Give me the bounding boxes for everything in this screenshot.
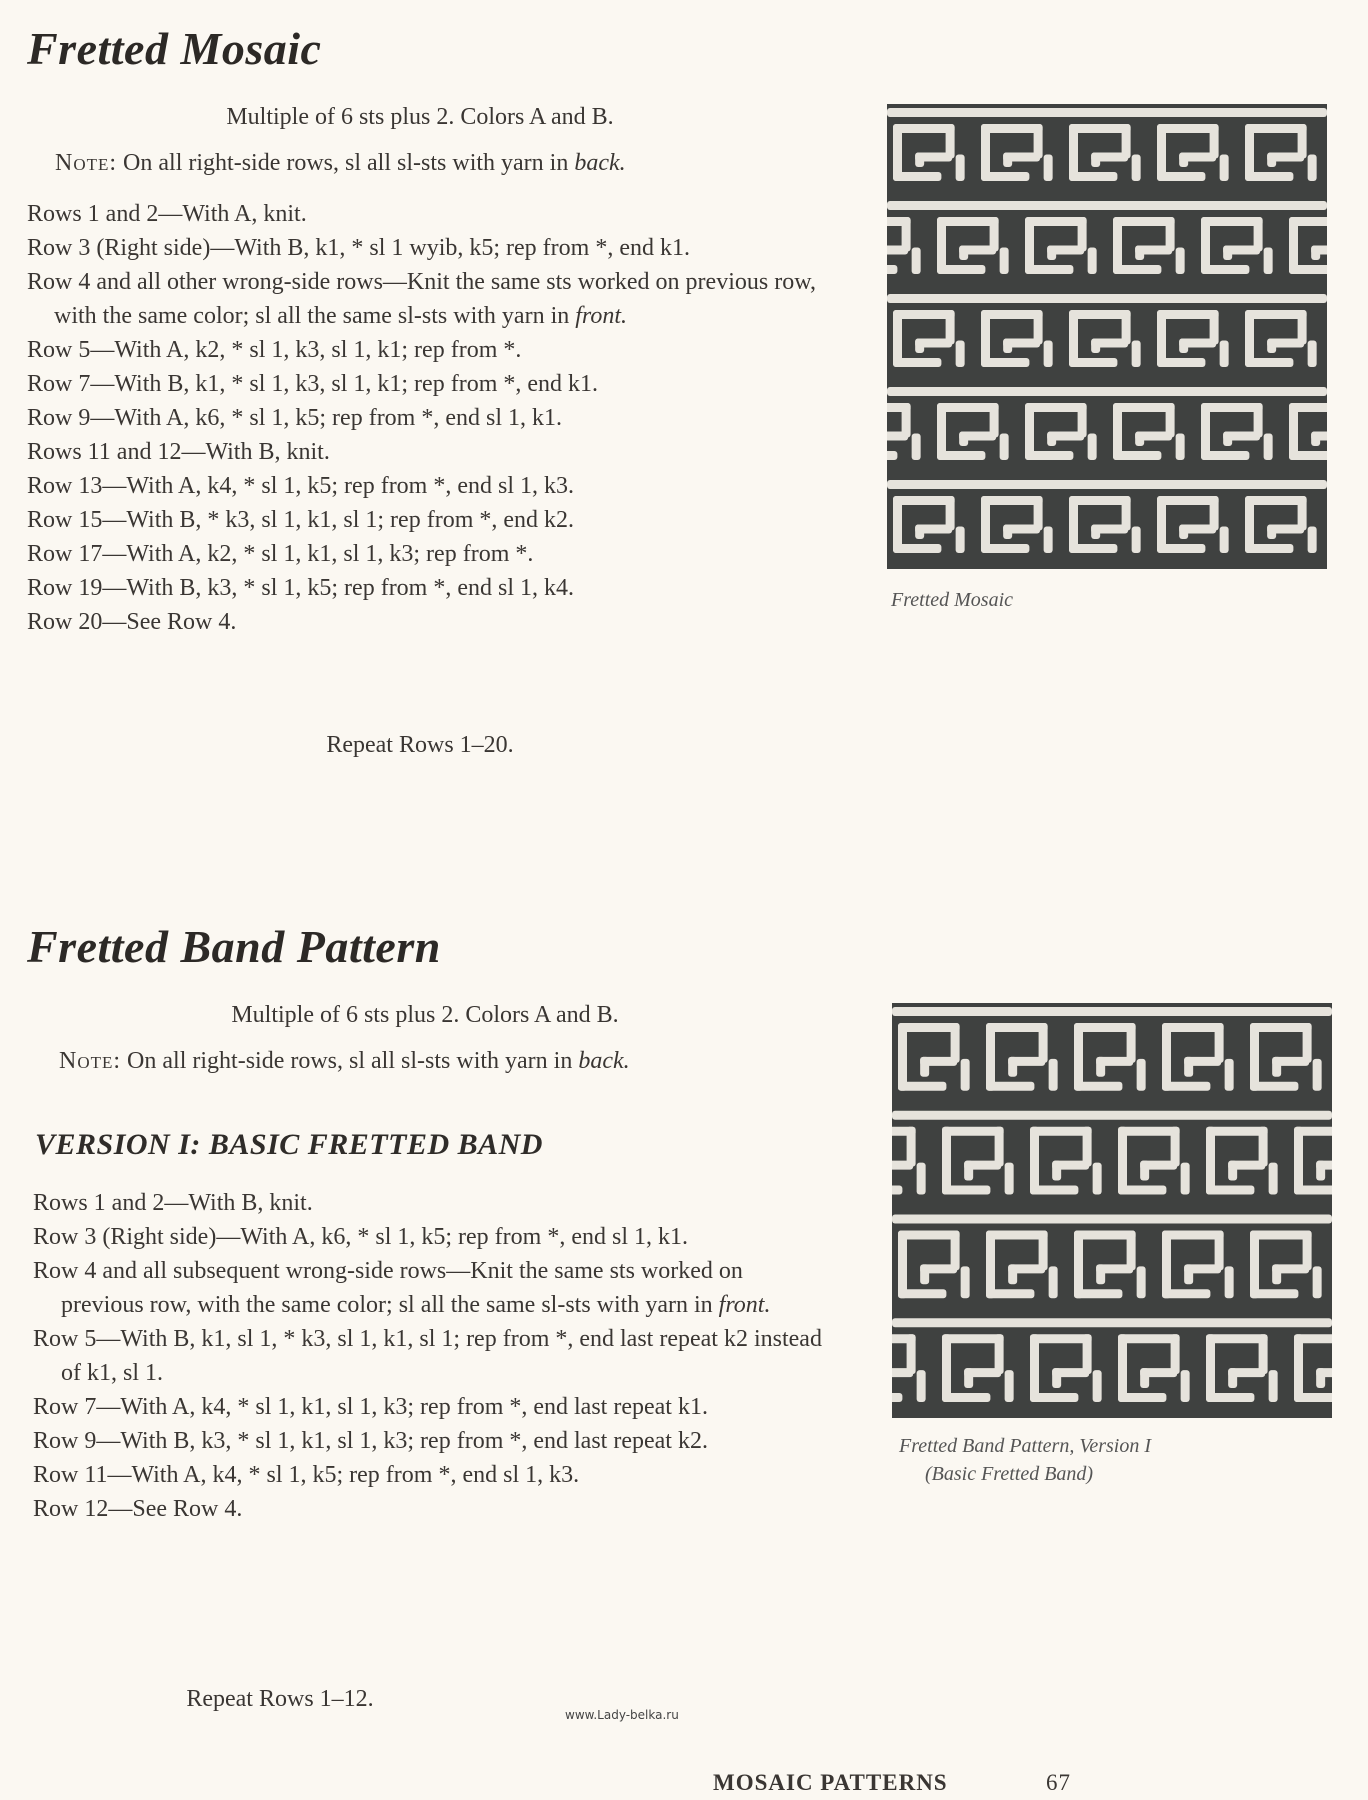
- instruction-emphasis: front.: [718, 1292, 771, 1318]
- note-label: Note:: [59, 1048, 122, 1074]
- instruction-text: Row 4 and all other wrong-side rows—Knit the same sts worked on previous row, with the same color; sl all the same sl-sts with yarn in: [27, 269, 816, 329]
- note-label: Note:: [55, 150, 118, 176]
- instruction-row: [27, 469, 822, 503]
- instruction-text: Row 11—With A, k4, * sl 1, k5; rep from *, end sl 1, k3.: [33, 1462, 580, 1488]
- instruction-text: Row 15—With B, * k3, sl 1, k1, sl 1; rep from *, end k2.: [27, 507, 575, 533]
- section2-caption: [899, 1432, 1151, 1488]
- instruction-row: [33, 1186, 828, 1220]
- section2-note: [59, 1048, 630, 1075]
- instruction-row: [33, 1458, 828, 1492]
- instruction-text: Row 13—With A, k4, * sl 1, k5; rep from *, end sl 1, k3.: [27, 473, 575, 499]
- instruction-text: Row 4 and all subsequent wrong-side rows—Knit the same sts worked on previous row, with the same color; sl all the same sl-sts with yarn in: [33, 1258, 743, 1318]
- instruction-text: Row 5—With B, k1, sl 1, * k3, sl 1, k1, sl 1; rep from *, end last repeat k2 instead of k1, sl 1.: [33, 1326, 822, 1386]
- watermark-text: www.Lady-belka.ru: [565, 1708, 679, 1722]
- version-heading: VERSION I: BASIC FRETTED BAND: [35, 1128, 543, 1161]
- section1-title: Fretted Mosaic: [27, 23, 322, 74]
- page-number: 67: [1046, 1770, 1071, 1795]
- section1-note: [55, 150, 626, 177]
- instruction-row: [27, 503, 822, 537]
- instruction-row: [27, 333, 822, 367]
- instruction-text: Row 17—With A, k2, * sl 1, k1, sl 1, k3; rep from *.: [27, 541, 534, 567]
- instruction-text: Row 3 (Right side)—With B, k1, * sl 1 wyib, k5; rep from *, end k1.: [27, 235, 690, 261]
- instruction-row: [27, 571, 822, 605]
- instruction-row: [27, 231, 822, 265]
- note-emphasis: back.: [574, 150, 626, 176]
- instruction-row: [27, 197, 822, 231]
- instruction-emphasis: front.: [575, 303, 628, 329]
- fretted-band-swatch-image: [892, 1003, 1332, 1418]
- instruction-row: [27, 401, 822, 435]
- instruction-row: [27, 537, 822, 571]
- instruction-row: [33, 1322, 828, 1390]
- instruction-text: Row 7—With A, k4, * sl 1, k1, sl 1, k3; rep from *, end last repeat k1.: [33, 1394, 708, 1420]
- instruction-text: Row 9—With A, k6, * sl 1, k5; rep from *, end sl 1, k1.: [27, 405, 563, 431]
- instruction-text: Row 9—With B, k3, * sl 1, k1, sl 1, k3; rep from *, end last repeat k2.: [33, 1428, 708, 1454]
- section1-subtitle: Multiple of 6 sts plus 2. Colors A and B.: [226, 104, 614, 130]
- instruction-row: [33, 1390, 828, 1424]
- instruction-row: [33, 1424, 828, 1458]
- instruction-text: Rows 1 and 2—With A, knit.: [27, 201, 307, 227]
- instruction-row: [33, 1492, 828, 1526]
- instruction-row: [27, 605, 822, 639]
- instruction-row: [27, 435, 822, 469]
- section1-caption: Fretted Mosaic: [891, 589, 1014, 611]
- caption-line-1: Fretted Band Pattern, Version I: [899, 1435, 1151, 1457]
- section2-repeat: Repeat Rows 1–12.: [186, 1686, 374, 1712]
- fretted-mosaic-swatch-image: [887, 104, 1327, 569]
- instruction-row: [27, 367, 822, 401]
- instruction-row: [27, 265, 822, 333]
- note-text: On all right-side rows, sl all sl-sts with yarn in: [117, 150, 575, 176]
- instruction-text: Rows 11 and 12—With B, knit.: [27, 439, 330, 465]
- instruction-text: Row 3 (Right side)—With A, k6, * sl 1, k5; rep from *, end sl 1, k1.: [33, 1224, 688, 1250]
- section2-subtitle: Multiple of 6 sts plus 2. Colors A and B.: [231, 1002, 619, 1028]
- section1-instructions: [27, 197, 822, 639]
- section1-repeat: Repeat Rows 1–20.: [326, 732, 514, 758]
- instruction-text: Row 7—With B, k1, * sl 1, k3, sl 1, k1; rep from *, end k1.: [27, 371, 599, 397]
- instruction-text: Row 19—With B, k3, * sl 1, k5; rep from *, end sl 1, k4.: [27, 575, 575, 601]
- section2-title: Fretted Band Pattern: [27, 921, 441, 972]
- instruction-text: Row 5—With A, k2, * sl 1, k3, sl 1, k1; rep from *.: [27, 337, 522, 363]
- footer-section-name: MOSAIC PATTERNS: [713, 1770, 948, 1795]
- instruction-text: Row 12—See Row 4.: [33, 1496, 243, 1522]
- instruction-text: Row 20—See Row 4.: [27, 609, 237, 635]
- section2-instructions: [33, 1186, 828, 1526]
- instruction-text: Rows 1 and 2—With B, knit.: [33, 1190, 313, 1216]
- note-text: On all right-side rows, sl all sl-sts with yarn in: [121, 1048, 579, 1074]
- caption-line-2: (Basic Fretted Band): [925, 1463, 1094, 1485]
- note-emphasis: back.: [578, 1048, 630, 1074]
- instruction-row: [33, 1220, 828, 1254]
- instruction-row: [33, 1254, 828, 1322]
